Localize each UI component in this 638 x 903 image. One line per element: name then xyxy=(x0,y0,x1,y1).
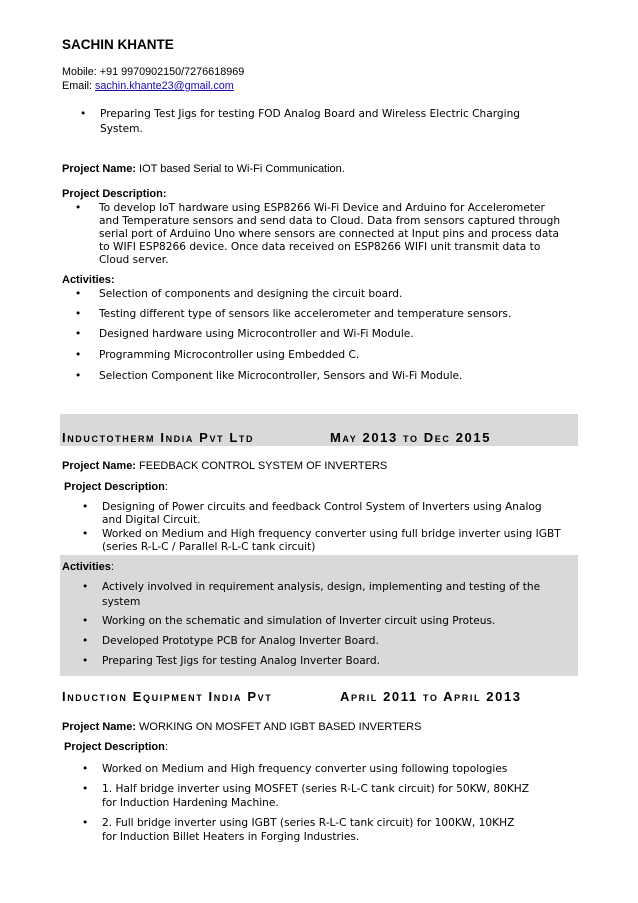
company1-desc-label: Project Description: xyxy=(64,481,168,493)
project1-activities-label: Activities: xyxy=(62,274,115,286)
company1-period xyxy=(330,431,491,444)
company1-name xyxy=(62,431,254,444)
company2-project-name: Project Name: WORKING ON MOSFET AND IGBT BASED INVERTERS xyxy=(62,721,422,733)
company1-project-name: Project Name: FEEDBACK CONTROL SYSTEM OF INVERTERS xyxy=(62,460,388,472)
company2-desc-label: Project Description: xyxy=(64,741,168,753)
candidate-name: SACHIN KHANTE xyxy=(62,37,174,52)
company1-name-text: Inductotherm India Pvt Ltd xyxy=(62,430,255,445)
company2-period xyxy=(340,690,522,703)
company2-name-text: Induction Equipment India Pvt xyxy=(62,689,273,704)
company1-activities-label: Activities: xyxy=(62,561,114,573)
email-line xyxy=(62,80,234,93)
company2-name xyxy=(62,690,272,703)
project1-name: Project Name: IOT based Serial to Wi-Fi Communication. xyxy=(62,163,345,175)
email-label: Email: xyxy=(62,80,95,92)
mobile-number: Mobile: +91 9970902150/7276618969 xyxy=(62,66,245,78)
project1-desc-label: Project Description: xyxy=(62,188,167,200)
email-link[interactable]: sachin.khante23@gmail.com xyxy=(95,80,234,92)
company2-period-text: April 2011 to April 2013 xyxy=(340,689,522,704)
company1-period-text: May 2013 to Dec 2015 xyxy=(330,430,492,445)
